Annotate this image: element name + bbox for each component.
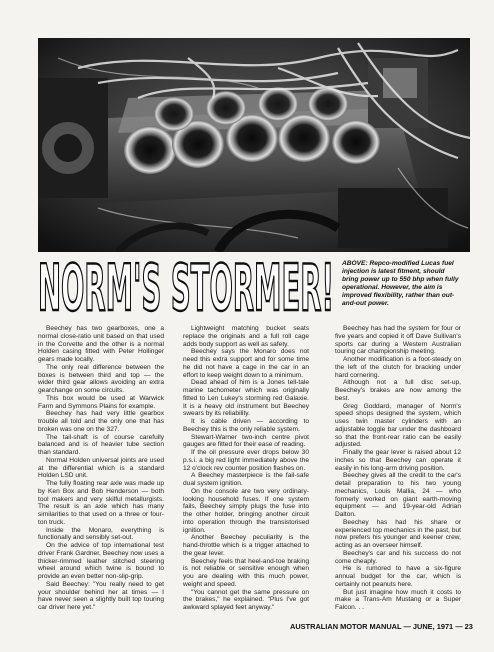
paragraph: Another Beechey peculiarity is the hand-throttle which is a trigger attached to the gear lever. <box>183 534 309 557</box>
paragraph: Beechey has had his share or experienced top mechanics in the past, but now prefers his younger and keener crew, acting as an overseer himself. <box>335 518 461 549</box>
paragraph: Although not a full disc set-up, Beechey's brakes are now among the best. <box>335 379 461 402</box>
paragraph: Beechey's car and his success do not come cheaply. <box>335 549 461 565</box>
paragraph: The fully floating rear axle was made up by Ken Box and Bob Henderson — both tool makers and very skilful metallurgists. The result is an axle which has many similarities to that used on a three or four-ton truck. <box>38 480 164 526</box>
paragraph: Greg Goddard, manager of Norm's speed shops designed the system, which uses twin master cylinders with an adjustable toggle bar under the dashboard so that the front-rear ratio can be easily adjusted. <box>335 402 461 449</box>
paragraph: "You cannot get the same pressure on the brakes," he explained. "Plus I've got awkward splayed feet anyway." <box>183 588 309 611</box>
article-column-1 <box>38 325 164 612</box>
paragraph: Beechey has had very little gearbox trouble all told and the only one that has broken was one on the 327. <box>38 410 164 433</box>
paragraph: Stewart-Warner two-inch centre pivot gauges are fitted for their ease of reading. <box>183 433 309 449</box>
engine-photo <box>38 38 470 252</box>
headline-graphic <box>36 258 336 316</box>
paragraph: Beechey gives all the credit to the car's detail preparation to his two young mechanics, Louis Mallia, 24 — who formerly worked on giant earth-moving equipment — and 19-year-old Adrian Dalton. <box>335 472 461 518</box>
paragraph: The only real difference between the boxes is between third and top — the wider third gear allows avoiding an extra gearchange on some circuits. <box>38 363 164 394</box>
page-footer: AUSTRALIAN MOTOR MANUAL — JUNE, 1971 — 23 <box>290 622 473 631</box>
paragraph: On the console are two very ordinary-looking household fuses. If one system fails, Beechey simply plugs the fuse into the other holder, bringing another circuit into operation through the transistorised ignition. <box>183 487 309 534</box>
paragraph: Finally the gear lever is raised about 12 inches so that Beechey can operate it easily in his long-arm driving position. <box>335 449 461 472</box>
paragraph: This box would be used at Warwick Farm and Symmons Plains for example. <box>38 394 164 410</box>
paragraph: He is rumored to have a six-figure annual budget for the car, which is certainly not peanuts here. <box>335 565 461 588</box>
article-headline <box>36 258 336 316</box>
paragraph: Beechey has had the system for four or five years and copied it off Dave Sullivan's sports car during a Western Australian touring car championship meeting. <box>335 325 461 356</box>
engine-photo-graphic <box>38 38 470 252</box>
paragraph: Lightweight matching bucket seats replace the originals and a full roll cage adds body support as well as safety. <box>183 325 309 348</box>
paragraph: A Beechey masterpiece is the fail-safe dual system ignition. <box>183 472 309 487</box>
paragraph: Said Beechey: "You really need to get your shoulder behind her at times — I have never seen a slightly built top touring car driver here yet." <box>38 580 164 611</box>
paragraph: If the oil pressure ever drops below 30 p.s.i. a big red light immediately above the 12 o'clock rev counter position flashes on. <box>183 449 309 472</box>
paragraph: Beechey has two gearboxes, one a normal close-ratio unit based on that used in the Corvette and the other is a normal Holden casing fitted with Peter Hollinger gears made locally. <box>38 325 164 363</box>
article-column-2 <box>183 325 309 612</box>
paragraph: On the advice of top international test driver Frank Gardner, Beechey now uses a thicker-rimmed leather stitched steering wheel around which twine is bound to provide an even better non-slip-grip. <box>38 542 164 580</box>
paragraph: But just imagine how much it costs to make a Trans-Am Mustang or a Super Falcon. . . <box>335 588 461 611</box>
paragraph: Dead ahead of him is a Jones tell-tale marine tachometer which was originally fitted to Len Lukey's storming red Galaxie. It is a heavy old instrument but Beechey swears by its reliability. <box>183 379 309 418</box>
photo-caption: ABOVE: Repco-modified Lucas fuel injection is latest fitment, should bring power up to 550 bhp when fully operational. However, the aim is improved flexibility, rather than out-and-out power. <box>342 260 459 308</box>
paragraph: It is cable driven — according to Beechey this is the only reliable system. <box>183 418 309 433</box>
headline-text: NORM'S STORMER! <box>38 258 334 316</box>
paragraph: Beechey says the Monaro does not need this extra support and for some time he did not have a cage in the car in an effort to keep weight down to a minimum. <box>183 348 309 379</box>
article-column-3 <box>335 325 461 612</box>
paragraph: Beechey feels that heel-and-toe braking is not reliable or sensitive enough when you are dealing with this much power, weight and speed. <box>183 557 309 588</box>
paragraph: Normal Holden universal joints are used at the differential which is a standard Holden LSD unit. <box>38 456 164 480</box>
paragraph: Inside the Monaro, everything is functionally and sensibly set-out. <box>38 526 164 542</box>
paragraph: The tail-shaft is of course carefully balanced and is of heavier tube section than standard. <box>38 433 164 456</box>
paragraph: Another modification is a foot-steady on the left of the clutch for bracking under hard cornering. <box>335 356 461 379</box>
